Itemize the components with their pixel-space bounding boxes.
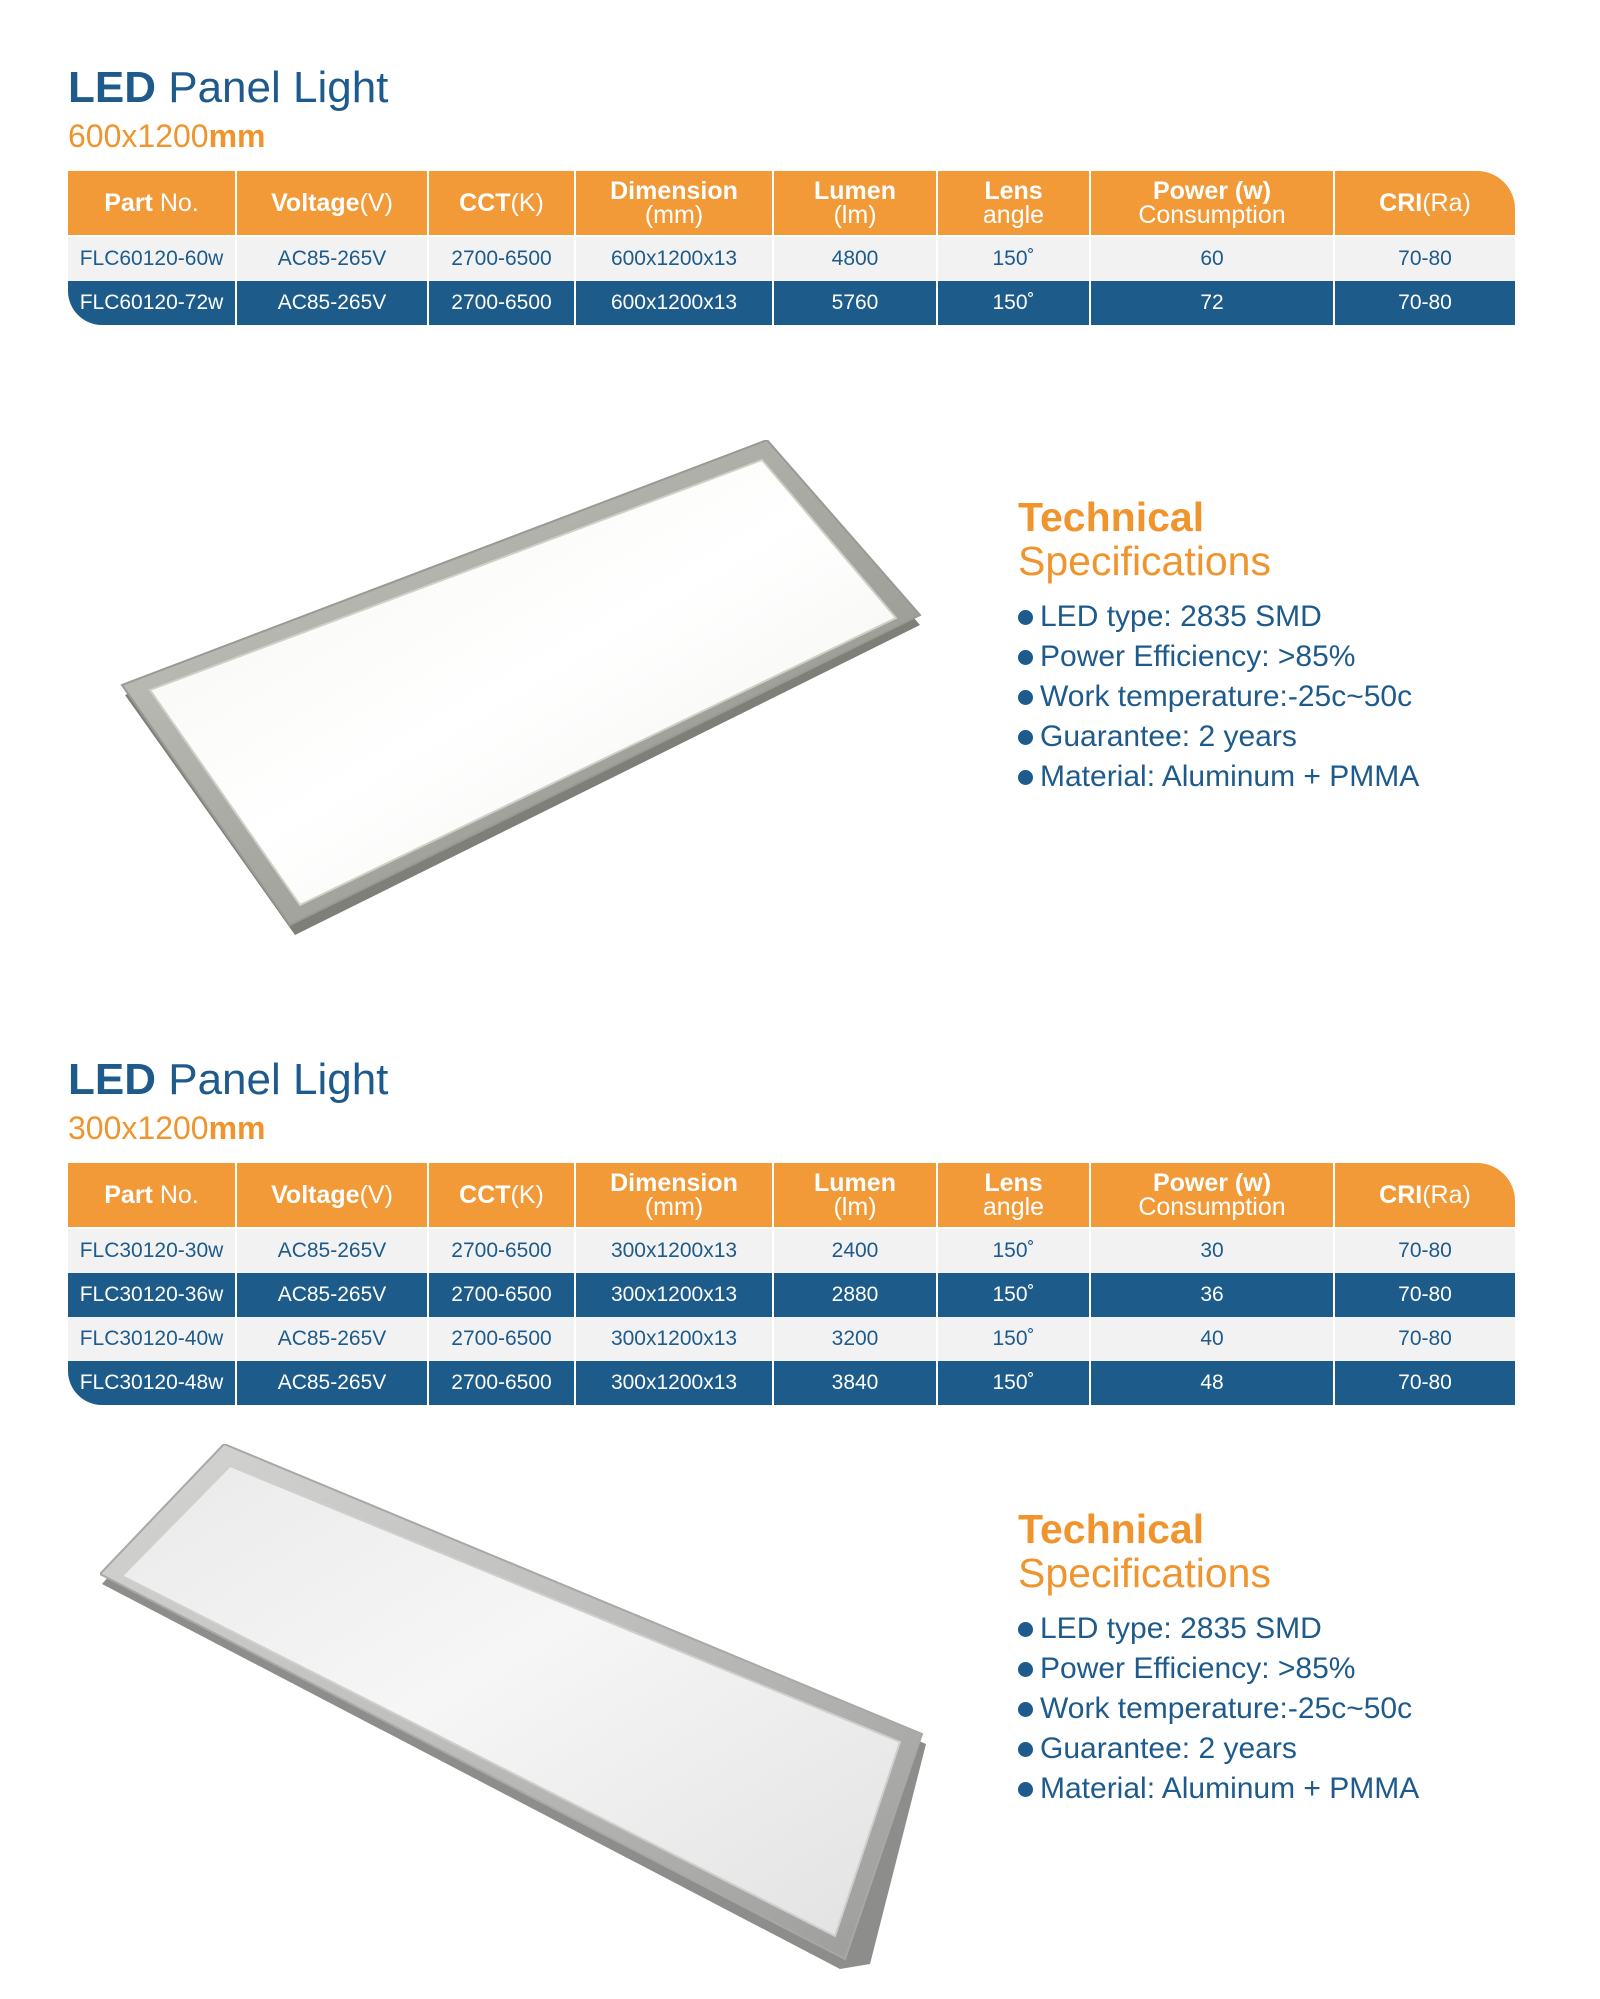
specs-list: [1018, 597, 1419, 797]
cell-cct: 2700-6500: [429, 281, 576, 325]
cell-cri: 70-80: [1335, 1227, 1515, 1273]
list-item: LED type: 2835 SMD: [1018, 597, 1419, 637]
table-header-row: [68, 1163, 1515, 1227]
cell-lumen: 2880: [774, 1273, 938, 1317]
header-cct: CCT(K): [429, 1163, 576, 1227]
cell-dimension: 300x1200x13: [576, 1361, 774, 1405]
led-panel-300x1200-image: [100, 1444, 930, 1974]
list-item: Power Efficiency: >85%: [1018, 637, 1419, 677]
specs-subheading: Specifications: [1018, 538, 1271, 584]
cell-lens-angle: 150˚: [938, 1361, 1091, 1405]
cell-part-no: FLC30120-30w: [68, 1227, 237, 1273]
table-row: [68, 1317, 1515, 1361]
table-header-row: [68, 171, 1515, 235]
header-power: Power (w) Consumption: [1091, 171, 1335, 235]
list-item: Material: Aluminum + PMMA: [1018, 1769, 1419, 1809]
cell-lens-angle: 150˚: [938, 1227, 1091, 1273]
section-subtitle: 300x1200mm: [68, 1110, 266, 1146]
specs-list: [1018, 1609, 1419, 1809]
list-item: Material: Aluminum + PMMA: [1018, 757, 1419, 797]
cell-dimension: 300x1200x13: [576, 1273, 774, 1317]
cell-cct: 2700-6500: [429, 1317, 576, 1361]
cell-cri: 70-80: [1335, 281, 1515, 325]
cell-part-no: FLC30120-40w: [68, 1317, 237, 1361]
cell-power: 48: [1091, 1361, 1335, 1405]
cell-voltage: AC85-265V: [237, 1361, 429, 1405]
cell-lumen: 3840: [774, 1361, 938, 1405]
spec-table: [68, 171, 1515, 325]
cell-voltage: AC85-265V: [237, 1317, 429, 1361]
cell-lumen: 3200: [774, 1317, 938, 1361]
list-item: Work temperature:-25c~50c: [1018, 1689, 1419, 1729]
table-row: [68, 1227, 1515, 1273]
spec-table: [68, 1163, 1515, 1405]
cell-lumen: 5760: [774, 281, 938, 325]
cell-lens-angle: 150˚: [938, 1273, 1091, 1317]
cell-dimension: 600x1200x13: [576, 281, 774, 325]
header-voltage: Voltage(V): [237, 171, 429, 235]
cell-lens-angle: 150˚: [938, 1317, 1091, 1361]
cell-cct: 2700-6500: [429, 1227, 576, 1273]
cell-lumen: 4800: [774, 235, 938, 281]
section-title: LED Panel Light: [68, 63, 389, 112]
cell-part-no: FLC60120-60w: [68, 235, 237, 281]
list-item: LED type: 2835 SMD: [1018, 1609, 1419, 1649]
cell-cct: 2700-6500: [429, 1273, 576, 1317]
header-cri: CRI(Ra): [1335, 171, 1515, 235]
cell-part-no: FLC30120-48w: [68, 1361, 237, 1405]
table-row: [68, 281, 1515, 325]
table-row: [68, 235, 1515, 281]
table-row: [68, 1361, 1515, 1405]
cell-power: 30: [1091, 1227, 1335, 1273]
led-panel-600x1200-image: [110, 440, 940, 950]
table-row: [68, 1273, 1515, 1317]
cell-cct: 2700-6500: [429, 235, 576, 281]
section-title: LED Panel Light: [68, 1055, 389, 1104]
cell-dimension: 300x1200x13: [576, 1317, 774, 1361]
cell-power: 36: [1091, 1273, 1335, 1317]
cell-lens-angle: 150˚: [938, 235, 1091, 281]
cell-power: 40: [1091, 1317, 1335, 1361]
header-dimension: Dimension (mm): [576, 1163, 774, 1227]
cell-dimension: 300x1200x13: [576, 1227, 774, 1273]
section-subtitle: 600x1200mm: [68, 118, 266, 154]
cell-lumen: 2400: [774, 1227, 938, 1273]
cell-cct: 2700-6500: [429, 1361, 576, 1405]
cell-voltage: AC85-265V: [237, 1227, 429, 1273]
cell-power: 72: [1091, 281, 1335, 325]
header-part-no: Part No.: [68, 171, 237, 235]
cell-cri: 70-80: [1335, 1317, 1515, 1361]
list-item: Power Efficiency: >85%: [1018, 1649, 1419, 1689]
cell-voltage: AC85-265V: [237, 1273, 429, 1317]
header-dimension: Dimension (mm): [576, 171, 774, 235]
cell-part-no: FLC60120-72w: [68, 281, 237, 325]
cell-lens-angle: 150˚: [938, 281, 1091, 325]
specs-heading: Technical: [1018, 1506, 1205, 1552]
header-lumen: Lumen (lm): [774, 171, 938, 235]
cell-power: 60: [1091, 235, 1335, 281]
header-lens-angle: Lens angle: [938, 171, 1091, 235]
list-item: Guarantee: 2 years: [1018, 717, 1419, 757]
header-part-no: Part No.: [68, 1163, 237, 1227]
technical-specifications: [1018, 495, 1419, 797]
cell-dimension: 600x1200x13: [576, 235, 774, 281]
panel-diffuser: [122, 1466, 900, 1936]
cell-cri: 70-80: [1335, 235, 1515, 281]
specs-subheading: Specifications: [1018, 1550, 1271, 1596]
header-power: Power (w) Consumption: [1091, 1163, 1335, 1227]
specs-heading: Technical: [1018, 494, 1205, 540]
header-lens-angle: Lens angle: [938, 1163, 1091, 1227]
cell-voltage: AC85-265V: [237, 281, 429, 325]
list-item: Work temperature:-25c~50c: [1018, 677, 1419, 717]
list-item: Guarantee: 2 years: [1018, 1729, 1419, 1769]
header-lumen: Lumen (lm): [774, 1163, 938, 1227]
technical-specifications: [1018, 1507, 1419, 1809]
header-voltage: Voltage(V): [237, 1163, 429, 1227]
header-cct: CCT(K): [429, 171, 576, 235]
header-cri: CRI(Ra): [1335, 1163, 1515, 1227]
cell-cri: 70-80: [1335, 1361, 1515, 1405]
cell-voltage: AC85-265V: [237, 235, 429, 281]
cell-part-no: FLC30120-36w: [68, 1273, 237, 1317]
cell-cri: 70-80: [1335, 1273, 1515, 1317]
